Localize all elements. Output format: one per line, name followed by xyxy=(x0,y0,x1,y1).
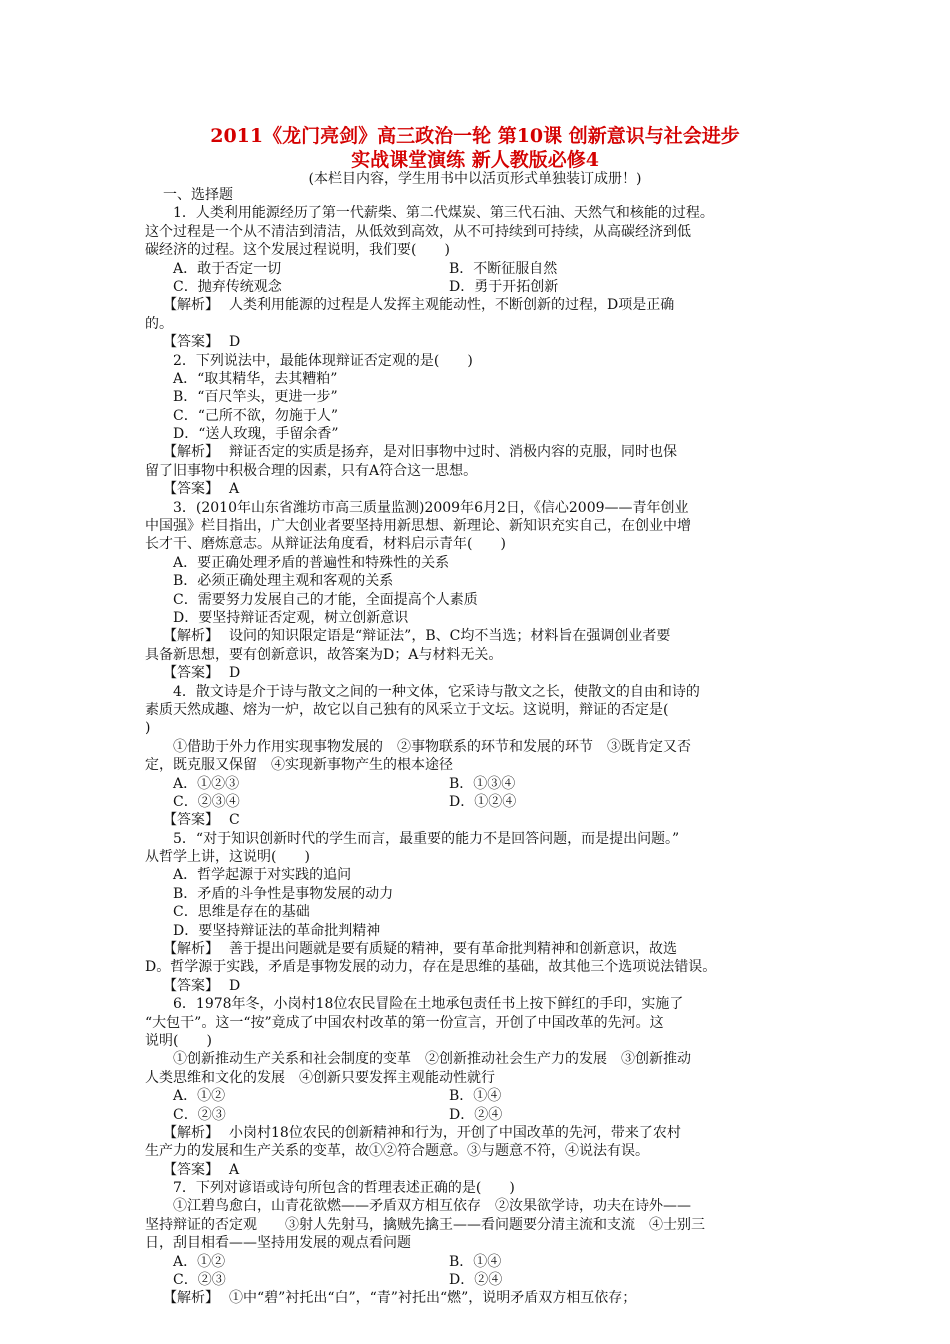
document-body xyxy=(145,186,815,1308)
question-6-options-ab xyxy=(145,1087,815,1105)
question-4-options-cd xyxy=(145,793,815,811)
option-b: B．①④ xyxy=(449,1088,502,1105)
document-title-line2: 实战课堂演练 新人教版必修4 xyxy=(351,149,599,171)
question-6-line3: 说明( ) xyxy=(145,1032,212,1049)
question-7-options-ab xyxy=(145,1253,815,1271)
document-title-line1: 2011《龙门亮剑》高三政治一轮 第10课 创新意识与社会进步 xyxy=(210,125,740,147)
option-c: C．②③④ xyxy=(173,793,240,810)
explanation-tag: 【解析】 xyxy=(163,444,219,461)
option-b: B．“百尺竿头，更进一步” xyxy=(173,389,338,406)
explanation-text: 辩证否定的实质是扬弃，是对旧事物中过时、消极内容的克服，同时也保 xyxy=(229,444,677,461)
answer-tag: 【答案】 xyxy=(163,977,219,994)
question-3-line2: 中国强》栏目指出，广大创业者要坚持用新思想、新理论、新知识充实自己，在创业中增 xyxy=(145,518,691,535)
section-heading: 一、选择题 xyxy=(163,187,233,203)
option-d: D．勇于开拓创新 xyxy=(449,278,559,295)
answer-tag: 【答案】 xyxy=(163,812,219,829)
question-4-line3: ) xyxy=(145,720,151,737)
option-d: D．“送人玫瑰，手留余香” xyxy=(173,426,339,443)
question-4-options-ab xyxy=(145,775,815,793)
question-1-line2: 这个过程是一个从不清洁到清洁，从低效到高效，从不可持续到可持续，从高碳经济到低 xyxy=(145,223,691,240)
question-5-line2: 从哲学上讲，这说明( ) xyxy=(145,849,310,866)
explanation-tag: 【解析】 xyxy=(163,297,219,314)
question-3-line3: 长才干、磨炼意志。从辩证法角度看，材料启示青年( ) xyxy=(145,536,506,553)
answer-tag: 【答案】 xyxy=(163,665,219,682)
question-6-statements: ①创新推动生产关系和社会制度的变革 ②创新推动社会生产力的发展 ③创新推动 xyxy=(173,1051,691,1068)
question-6-line1: 6．1978年冬，小岗村18位农民冒险在土地承包责任书上按下鲜红的手印，实施了 xyxy=(173,996,684,1013)
question-7-statements: ①江碧鸟愈白，山青花欲燃——矛盾双方相互依存 ②汝果欲学诗，功夫在诗外—— xyxy=(173,1198,691,1215)
explanation-tag: 【解析】 xyxy=(163,628,219,645)
question-7-line1: 7．下列对谚语或诗句所包含的哲理表述正确的是( ) xyxy=(173,1180,515,1197)
option-d: D．②④ xyxy=(449,1272,503,1289)
option-c: C．②③ xyxy=(173,1272,226,1289)
option-a: A．要正确处理矛盾的普遍性和特殊性的关系 xyxy=(173,554,450,571)
answer-value: A xyxy=(229,481,240,498)
option-d: D．要坚持辩证法的革命批判精神 xyxy=(173,922,381,939)
question-4-answer xyxy=(145,811,815,829)
option-b: B．矛盾的斗争性是事物发展的动力 xyxy=(173,885,394,902)
answer-tag: 【答案】 xyxy=(163,481,219,498)
option-a: A．①② xyxy=(173,1088,226,1105)
option-a: A．①② xyxy=(173,1253,226,1270)
question-2-explanation xyxy=(145,443,815,461)
question-4-statements-cont: 定，既克服又保留 ④实现新事物产生的根本途径 xyxy=(145,757,453,774)
explanation-text: 小岗村18位农民的创新精神和行为，开创了中国改革的先河，带来了农村 xyxy=(229,1124,681,1141)
question-6-line2: “大包干”。这一“按”竟成了中国农村改革的第一份宣言，开创了中国改革的先河。这 xyxy=(145,1014,664,1031)
option-d: D．②④ xyxy=(449,1106,503,1123)
question-4-line1: 4．散文诗是介于诗与散文之间的一种文体，它采诗与散文之长，使散文的自由和诗的 xyxy=(173,683,700,700)
option-a: A．哲学起源于对实践的追问 xyxy=(173,867,352,884)
answer-value: D xyxy=(229,977,241,994)
answer-tag: 【答案】 xyxy=(163,1161,219,1178)
question-2-answer xyxy=(145,480,815,498)
question-6-explanation xyxy=(145,1124,815,1142)
question-1-options-cd xyxy=(145,278,815,296)
option-b: B．①④ xyxy=(449,1253,502,1270)
question-7-options-cd xyxy=(145,1271,815,1289)
question-4-statements: ①借助于外力作用实现事物发展的 ②事物联系的环节和发展的环节 ③既肯定又否 xyxy=(173,738,691,755)
option-c: C．思维是存在的基础 xyxy=(173,904,310,921)
question-3-line1: 3．(2010年山东省潍坊市高三质量监测)2009年6月2日，《信心2009——青年创业 xyxy=(173,499,689,516)
question-6-options-cd xyxy=(145,1106,815,1124)
question-1-line1: 1．人类利用能源经历了第一代薪柴、第二代煤炭、第三代石油、天然气和核能的过程。 xyxy=(173,205,714,222)
option-d: D．要坚持辩证否定观，树立创新意识 xyxy=(173,609,409,626)
option-b: B．必须正确处理主观和客观的关系 xyxy=(173,573,394,590)
question-5-explanation xyxy=(145,940,815,958)
option-d: D．①②④ xyxy=(449,793,517,810)
question-7-statements-cont1: 坚持辩证的否定观 ③射人先射马，擒贼先擒王——看问题要分清主流和支流 ④士别三 xyxy=(145,1216,705,1233)
answer-value: D xyxy=(229,665,241,682)
explanation-text: 人类利用能源的过程是人发挥主观能动性，不断创新的过程，D项是正确 xyxy=(229,297,675,314)
explanation-tag: 【解析】 xyxy=(163,1124,219,1141)
answer-value: C xyxy=(229,812,240,829)
question-6-answer xyxy=(145,1161,815,1179)
explanation-tag: 【解析】 xyxy=(163,941,219,958)
option-c: C．抛弃传统观念 xyxy=(173,278,282,295)
answer-value: D xyxy=(229,334,241,351)
explanation-tag: 【解析】 xyxy=(163,1290,219,1307)
question-5-answer xyxy=(145,977,815,995)
question-1-line3: 碳经济的过程。这个发展过程说明，我们要( ) xyxy=(145,242,450,259)
option-b: B．①③④ xyxy=(449,775,516,792)
question-1-explanation xyxy=(145,296,815,314)
answer-value: A xyxy=(229,1161,240,1178)
question-1-answer xyxy=(145,333,815,351)
option-c: C．②③ xyxy=(173,1106,226,1123)
question-7-statements-cont2: 日，刮目相看——坚持用发展的观点看问题 xyxy=(145,1235,411,1252)
answer-tag: 【答案】 xyxy=(163,334,219,351)
document-note: (本栏目内容，学生用书中以活页形式单独装订成册！) xyxy=(308,171,642,187)
question-2-explanation-cont: 留了旧事物中积极合理的因素，只有A符合这一思想。 xyxy=(145,462,478,479)
option-a: A．①②③ xyxy=(173,775,240,792)
question-7-explanation xyxy=(145,1289,815,1307)
question-2-line1: 2．下列说法中，最能体现辩证否定观的是( ) xyxy=(173,352,473,369)
option-c: C．需要努力发展自己的才能，全面提高个人素质 xyxy=(173,591,478,608)
option-a: A．“取其精华，去其糟粕” xyxy=(173,370,338,387)
question-1-explanation-cont: 的。 xyxy=(145,315,173,332)
explanation-text: 设问的知识限定语是“辩证法”，B、C均不当选；材料旨在强调创业者要 xyxy=(229,628,671,645)
question-3-explanation xyxy=(145,627,815,645)
question-6-statements-cont: 人类思维和文化的发展 ④创新只要发挥主观能动性就行 xyxy=(145,1069,495,1086)
question-3-answer xyxy=(145,664,815,682)
option-a: A．敢于否定一切 xyxy=(173,260,282,277)
option-b: B．不断征服自然 xyxy=(449,260,558,277)
explanation-text: 善于提出问题就是要有质疑的精神，要有革命批判精神和创新意识，故选 xyxy=(229,941,677,958)
question-3-explanation-cont: 具备新思想，要有创新意识，故答案为D；A与材料无关。 xyxy=(145,646,503,663)
question-5-line1: 5．“对于知识创新时代的学生而言，最重要的能力不是回答问题，而是提出问题。” xyxy=(173,830,680,847)
explanation-text: ①中“碧”衬托出“白”，“青”衬托出“燃”，说明矛盾双方相互依存； xyxy=(229,1290,637,1307)
question-6-explanation-cont: 生产力的发展和生产关系的变革，故①②符合题意。③与题意不符，④说法有误。 xyxy=(145,1143,649,1160)
question-1-options-ab xyxy=(145,260,815,278)
option-c: C．“己所不欲，勿施于人” xyxy=(173,407,339,424)
question-4-line2: 素质天然成趣、熔为一炉，故它以自己独有的风采立于文坛。这说明，辩证的否定是( xyxy=(145,701,669,718)
question-5-explanation-cont: D。哲学源于实践，矛盾是事物发展的动力，存在是思维的基础，故其他三个选项说法错误。 xyxy=(145,959,717,976)
